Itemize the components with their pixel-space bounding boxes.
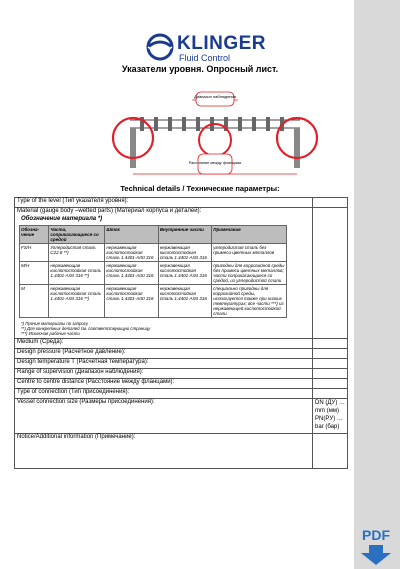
unit-line: bar (бар) — [315, 424, 340, 430]
diagram-label-range: Диапазон наблюдения — [194, 94, 236, 99]
material-cell: нержавеющая кислотостойкая сталь 1.4401-AISI 316 — [105, 244, 158, 262]
row-label: Range of supervision (Диапазон наблюдения): — [15, 369, 313, 379]
value-cell[interactable] — [313, 198, 348, 208]
material-cell: нержавеющая кислотостойкая сталь 1.4401-AISI 316 — [105, 262, 158, 285]
material-cell: нержавеющая кислотостойкая сталь 1.4401-AISI 316 — [158, 285, 211, 318]
material-header: Примечание — [212, 226, 287, 244]
row-label: Vessel connection size (Размеры присоединения): — [15, 399, 313, 434]
brand-name: KLINGER — [177, 33, 266, 54]
table-row — [15, 434, 348, 469]
value-cell[interactable] — [313, 379, 348, 389]
material-cell: нержавеющая кислотостойкая сталь 1.4401-AISI 316 **) — [49, 285, 105, 318]
material-header: Обозна-чение — [20, 226, 49, 244]
table-row — [15, 208, 348, 339]
note-line: ***) Исключая рабочие части — [21, 331, 80, 336]
row-label: Design temperature T (Расчетная температура): — [15, 359, 313, 369]
value-cell[interactable] — [313, 208, 348, 339]
value-cell[interactable] — [313, 389, 348, 399]
unit-line: mm (мм) — [315, 408, 339, 414]
material-cell: нержавеющая кислотостойкая сталь 1.4401-AISI 316 — [158, 262, 211, 285]
brand-subtitle: Fluid Control — [179, 53, 231, 63]
unit-line: PN(PУ) … — [315, 416, 343, 422]
material-cell: специально пригодны для коррозийной среды, используется также при низких температурах; все части ***) из нержавеющей кислотостойкой стали — [212, 285, 287, 318]
klinger-emblem-icon — [145, 32, 175, 62]
table-row — [15, 369, 348, 379]
pdf-download-button[interactable] — [355, 527, 397, 565]
level-gauge-diagram — [110, 78, 320, 183]
material-header: Части, соприкасающиеся со средой — [49, 226, 105, 244]
material-cell-code: M/H — [20, 262, 49, 285]
material-cell-code: FS/H — [20, 244, 49, 262]
material-cell: нержавеющая кислотостойкая сталь 1.4401-AISI 316 **) — [49, 262, 105, 285]
technical-details-table — [14, 197, 348, 469]
material-cell: нержавеющая кислотостойкая сталь 1.4401-AISI 316 — [105, 285, 158, 318]
material-header-row — [20, 226, 287, 244]
row-label: Centre to centre distance (Расстояние между фланцами): — [15, 379, 313, 389]
material-notes — [21, 321, 310, 336]
value-cell[interactable] — [313, 359, 348, 369]
download-arrow-icon — [355, 545, 397, 565]
value-cell[interactable] — [313, 349, 348, 359]
value-cell[interactable] — [313, 434, 348, 469]
pdf-label: PDF — [362, 527, 390, 543]
material-row — [20, 262, 287, 285]
note-line: **) Для конкретных деталей см. соответствующую страницу — [21, 326, 151, 331]
material-table — [19, 225, 287, 318]
table-row — [15, 198, 348, 208]
unit-line: DN (ДУ) … — [315, 400, 345, 406]
value-cell[interactable] — [313, 369, 348, 379]
table-row — [15, 359, 348, 369]
table-row — [15, 379, 348, 389]
row-label: Type of the level (Тип указателя уровня): — [15, 198, 313, 208]
material-cell: пригодны для коррозийной среды без примеси цветных металлов; части соприкасающиеся со средой, из углеродистой стали — [212, 262, 287, 285]
material-header: Внутренние части — [158, 226, 211, 244]
material-cell: нержавеющая кислотостойкая сталь 1.4401-AISI 316 — [158, 244, 211, 262]
material-cell — [15, 208, 313, 339]
value-cell[interactable] — [313, 339, 348, 349]
material-header: Шток — [105, 226, 158, 244]
material-table-title: Обозначение материала *) — [21, 216, 103, 222]
material-cell: Углеродистая сталь C22.8 **) — [49, 244, 105, 262]
table-row — [15, 389, 348, 399]
table-row — [15, 349, 348, 359]
material-row — [20, 244, 287, 262]
units-cell[interactable] — [313, 399, 348, 434]
section-title: Technical details / Технические параметры: — [120, 184, 280, 193]
material-row — [20, 285, 287, 318]
diagram-label-distance: Расстояние между фланцами — [188, 161, 242, 165]
document-title: Указатели уровня. Опросный лист. — [121, 64, 279, 74]
row-label: Design pressure (Расчетное давление): — [15, 349, 313, 359]
row-label: Notice/Additional information (Примечание): — [15, 434, 313, 469]
table-row — [15, 339, 348, 349]
table-row — [15, 399, 348, 434]
material-cell: углеродистая сталь без примеси цветных металлов — [212, 244, 287, 262]
row-label: Material (gauge body –wetted parts) (Материал корпуса и деталей): — [17, 208, 202, 214]
note-line: *) Прочие материалы по запросу — [21, 321, 89, 326]
row-label: Medium (Среда): — [15, 339, 313, 349]
material-cell-code: M — [20, 285, 49, 318]
row-label: Type of connection (Тип присоединения): — [15, 389, 313, 399]
